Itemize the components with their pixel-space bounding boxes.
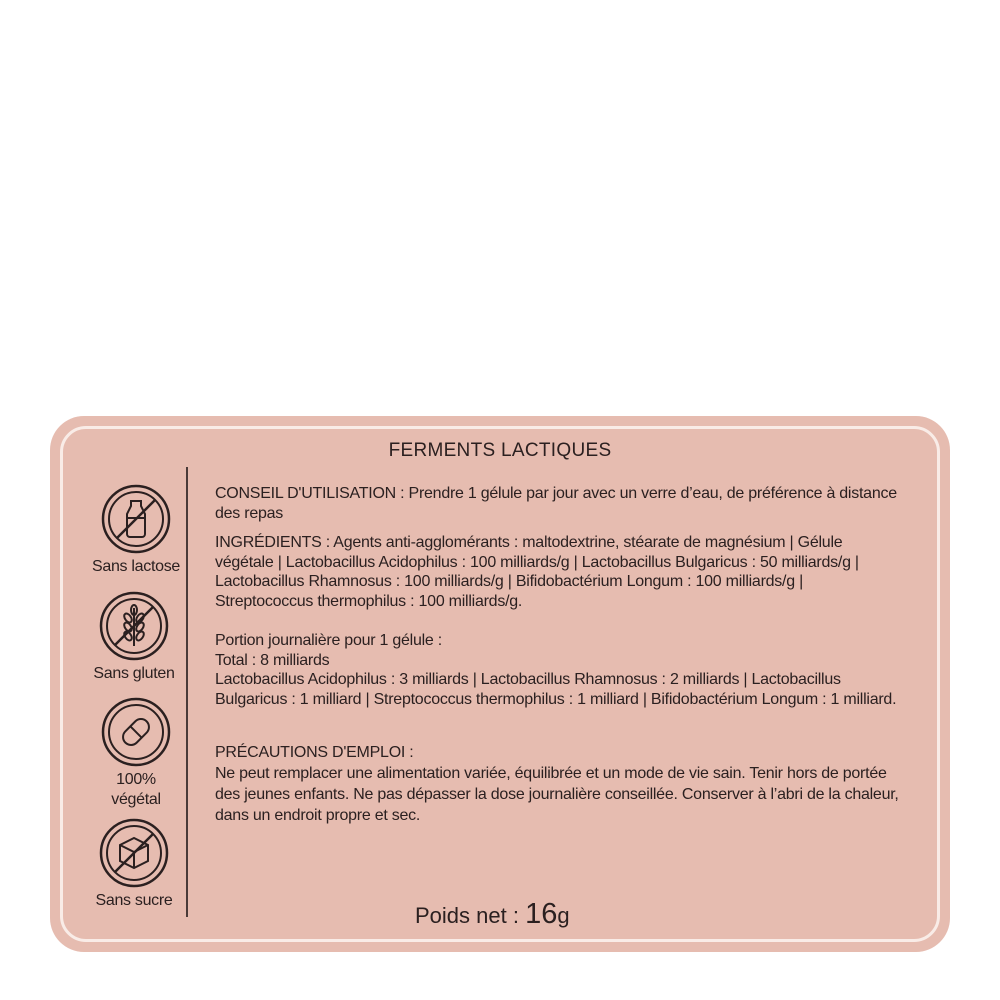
precautions-text: Ne peut remplacer une alimentation variée, équilibrée et un mode de vie sain. Tenir hors de portée des jeunes enfants. Ne pas dépasser la dose journalière conseillée. Conserver à l’abri de la chaleur, dans un endroit propre et sec.: [215, 765, 899, 824]
no-gluten-icon: [98, 590, 170, 662]
feature-sans-gluten: [74, 590, 194, 684]
portion-details: Lactobacillus Acidophilus : 3 milliards | Lactobacillus Rhamnosus : 2 milliards | Lactobacillus Bulgaricus : 1 milliard | Streptococcus thermophilus : 1 milliard | Bifidobactérium Longum : 1 milliard.: [215, 671, 897, 708]
usage-text: Prendre 1 gélule par jour avec un verre d’eau, de préférence à distance des repas: [215, 485, 897, 522]
feature-sans-sucre: [74, 817, 194, 911]
vegetal-label-line1: 100%: [116, 771, 156, 788]
usage-section: [215, 484, 905, 523]
feature-sans-lactose: [76, 483, 196, 577]
ingredients-text: Agents anti-agglomérants : maltodextrine, stéarate de magnésium | Gélule végétale | Lactobacillus Acidophilus : 100 milliards/g | Lactobacillus Bulgaricus : 50 milliards/g | Lactobacillus Rhamnosus : 100 milliards/g | Bifidobactérium Longum : 100 milliards/g | Streptococcus thermophilus : 100 milliards/g.: [215, 534, 859, 610]
vegetal-capsule-icon: [100, 696, 172, 768]
portion-section: [215, 631, 905, 709]
usage-heading: CONSEIL D'UTILISATION :: [215, 485, 409, 502]
net-weight: [415, 898, 570, 931]
no-sugar-icon: [98, 817, 170, 889]
sans-sucre-label: Sans sucre: [95, 892, 173, 909]
vegetal-label-line2: végétal: [111, 791, 161, 808]
precautions-heading: PRÉCAUTIONS D'EMPLOI :: [215, 744, 414, 761]
product-title: FERMENTS LACTIQUES: [388, 440, 612, 461]
ingredients-section: [215, 533, 905, 611]
net-weight-label: Poids net :: [415, 903, 526, 928]
ingredients-heading: INGRÉDIENTS :: [215, 534, 334, 551]
net-weight-value: 16: [525, 898, 558, 930]
portion-total: Total : 8 milliards: [215, 651, 330, 669]
no-lactose-icon: [100, 483, 172, 555]
net-weight-unit: g: [557, 903, 570, 928]
feature-vegetal: [76, 696, 196, 810]
sans-gluten-label: Sans gluten: [93, 665, 175, 682]
portion-heading: Portion journalière pour 1 gélule :: [215, 632, 442, 649]
precautions-section: [215, 742, 905, 826]
sans-lactose-label: Sans lactose: [91, 558, 180, 575]
